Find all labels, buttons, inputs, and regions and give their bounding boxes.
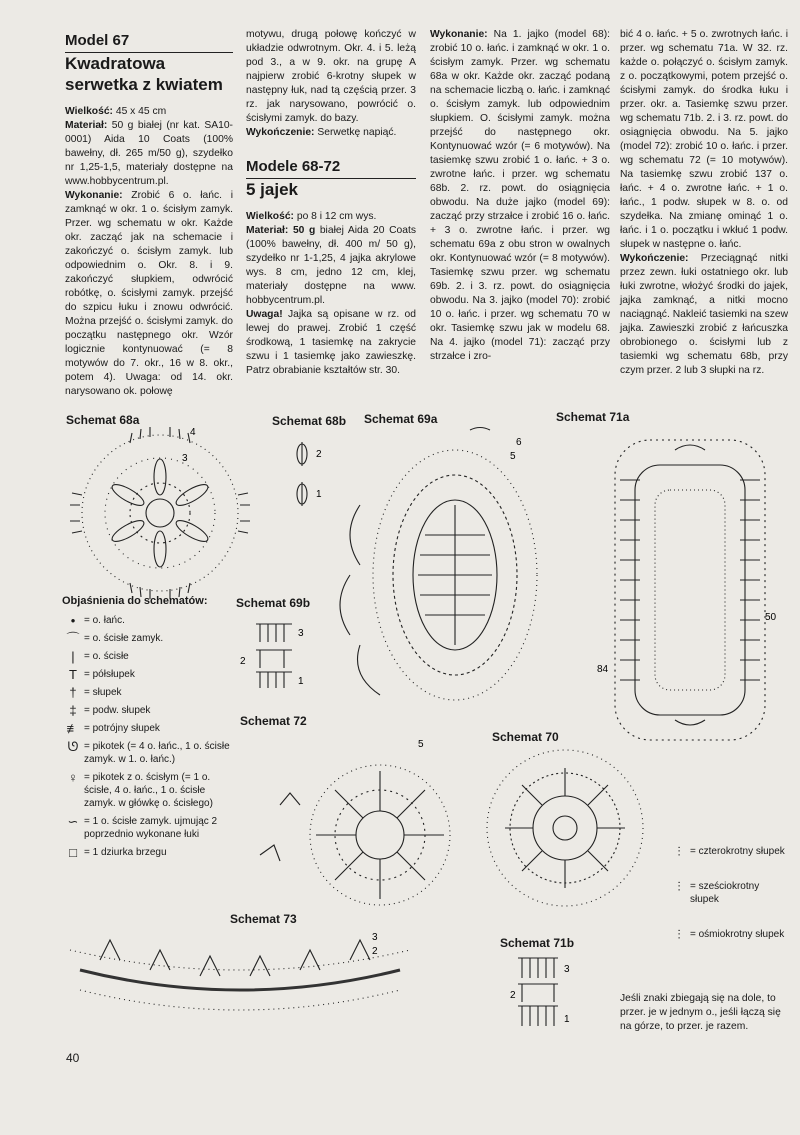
schemat-68b-num-1: 1	[316, 489, 322, 500]
model-67-continued-column	[246, 28, 416, 378]
legend-item: T = półsłupek	[62, 668, 237, 681]
schemat-69a-diagram	[320, 425, 560, 725]
schemat-71a-label: Schemat 71a	[556, 410, 630, 424]
schemat-69b-diagram	[238, 620, 318, 690]
legend-item: • = o. łańc.	[62, 614, 237, 627]
schemat-73-diagram	[60, 920, 420, 1030]
legend-item: ‡ = podw. słupek	[62, 704, 237, 717]
schemat-71b-num-1: 1	[564, 1014, 570, 1025]
legend-item: □ = 1 dziurka brzegu	[62, 846, 237, 859]
legend	[62, 595, 237, 864]
schemat-73-num-3: 3	[372, 932, 378, 943]
legend-item: ᘎ = pikotek (= 4 o. łańc., 1 o. ścisłe zamyk. w 1. o. łańc.)	[62, 740, 237, 766]
schemat-72-num-5: 5	[418, 739, 424, 750]
picot-sc-icon: ♀	[68, 770, 78, 785]
schemat-73-num-2: 2	[372, 946, 378, 957]
schemat-68b-label: Schemat 68b	[272, 414, 347, 428]
legend-right-item: ⫶ = ośmiokrotny słupek	[668, 928, 788, 941]
single-crochet-icon: |	[71, 649, 75, 664]
schemat-70-label: Schemat 70	[492, 730, 559, 744]
schemat-71a-num-84: 84	[597, 664, 609, 675]
legend-right-item: ⫶ = sześciokrotny słupek	[668, 880, 788, 906]
legend-item: ≢ = potrójny słupek	[62, 722, 237, 735]
chain-dot-icon: •	[70, 613, 76, 628]
model-67-material: Materiał: 50 g białej (nr kat. SA10-0001) Aida 10 Coats (100% bawełny, dł. 265 m/50 g), szydełko nr 1,25-1,5, materiały dostępne na www.hobbycentrum.pl.	[65, 120, 233, 187]
schemat-71a-num-50: 50	[765, 612, 777, 623]
legend-item: † = słupek	[62, 686, 237, 699]
page-number: 40	[66, 1051, 80, 1065]
schemat-68a-num-4: 4	[190, 427, 196, 438]
edge-square-icon: □	[69, 845, 77, 860]
schemat-71a-diagram	[595, 420, 785, 740]
schemat-71b-num-3: 3	[564, 964, 570, 975]
double-crochet-icon: †	[69, 685, 77, 700]
model-67-work: Wykonanie: Zrobić 6 o. łańc. i zamknąć w okr. 1 o. ścisłym zamyk. Przer. wg schematu w okr. Każde okr. zacząć jak na schemacie i zakończyć o. ścisłym zamyk. lub odpowiednim o. Okr. 8. i 9. zakończyć słupkiem, odwrócić robótkę, o. ścisłymi zamyk. przejść do szpicu łuku i znowu odwrócić. Można przejść o. ścisłymi zamyk. do początku następnego okr. Wzór logicznie kontynuować (= 8 motywów do 7. okr., 16 w 8. okr., potem 4). Uwaga: od 14. okr. narysowano ok. połowę	[65, 190, 233, 397]
schemat-69b-num-2: 2	[240, 656, 246, 667]
schemat-73-label: Schemat 73	[230, 912, 297, 926]
model-68-note: Uwaga! Jajka są opisane w rz. od lewej do prawej. Zrobić 1 część środkową, 1 tasiemkę na zakrycie szwu i 1 tasiemkę jako zawieszkę. Patrz obrabianie kształtów str. 30.	[246, 309, 416, 376]
model-68-subtitle: 5 jajek	[246, 180, 298, 199]
model-68-material: Materiał: 50 g białej Aida 20 Coats (100% bawełny, dł. 400 m/ 50 g), szydełko nr 1-1,25, 4 jajka akrylowe wys. 8 cm, jedno 12 cm, klej, materiały dostępne na www. hobbycentrum.pl.	[246, 225, 416, 306]
model-67-subtitle: Kwadratowa serwetka z kwiatem	[65, 54, 223, 94]
schemat-69a-num-5: 5	[510, 451, 516, 462]
legend-right-item: ⫶ = czterokrotny słupek	[668, 845, 788, 858]
treble-crochet-icon: ‡	[69, 703, 77, 718]
legend-item: | = o. ścisłe	[62, 650, 237, 663]
schemat-70-diagram	[480, 740, 650, 915]
triple-treble-icon: ≢	[66, 721, 80, 736]
legend-item: ♀ = pikotek z o. ścisłym (= 1 o. ścisłe, 4 o. łańc., 1 o. ścisłe zamyk. w główkę o. ścisłego)	[62, 771, 237, 810]
schemat-68a-label: Schemat 68a	[66, 413, 140, 427]
model-67-finish: Wykończenie: Serwetkę napiąć.	[246, 127, 397, 138]
legend-item: ⌒ = o. ścisłe zamyk.	[62, 632, 237, 645]
schemat-71b-diagram	[510, 952, 580, 1032]
schemat-68a-diagram	[70, 425, 250, 595]
model-68-finish: Wykończenie: Przeciągnąć nitki przez zewn. łuki ostatniego okr. lub łuki zwrotne, włożyć środki do jajek, jajka zamknąć, a nitki mocno naciągnąć. Nakleić tasiemki na szew jajka. Zawieszki zrobić z łańcuszka obrobionego o. ścisłymi lub z tasiemki wg schematu 68b, przy czym przer. 2 lub 3 słupki na rz.	[620, 253, 788, 376]
schemat-71b-label: Schemat 71b	[500, 936, 575, 950]
legend-right	[668, 845, 788, 963]
schemat-69b-num-3: 3	[298, 628, 304, 639]
model-68-work-column	[430, 28, 610, 364]
schemat-72-diagram	[260, 725, 460, 915]
schemat-69b-label: Schemat 69b	[236, 596, 311, 610]
six-treble-icon: ⫶	[677, 879, 681, 894]
join-icon: ∽	[67, 814, 79, 829]
model-67-work-continued: motywu, drugą połowę kończyć w układzie odwrotnym. Okr. 4. i 5. leżą pod 3., a w 9. okr. na grupę A najpierw zrobić 6-krotny słupek w następny łuk, nad tą częścią przer. 3 rz. jak narysowano, powrócić o. ścisłymi zamyk. do bazy.	[246, 29, 416, 124]
model-67-title: Model 67	[65, 32, 233, 53]
quad-treble-icon: ⫶	[677, 844, 681, 859]
model-68-title: Modele 68-72	[246, 158, 416, 179]
model-68-work: Wykonanie: Na 1. jajko (model 68): zrobić 10 o. łańc. i zamknąć w okr. 1 o. ścisłym zamyk. Przer. wg schematu 68a w okr. Każde okr. zacząć podaną na schemacie liczbą o. łańc. i zamknąć o. ścisłym zamyk. lub odpowiednim słupkiem. O. ścisłymi zamyk. można przejść do następnego okr. Kontynuować wzór (= 6 motywów). Na tasiemkę szwu zrobić 1 o. łańc. + 3 o. zwrotne łańc. i przer. wg schematu 68b. 2. rz. powt. do osiągnięcia obwodu. Na duże jajko (model 69): zacząć przy strzałce i zrobić 16 o. łańc. + 3 o. zwrotne łańc. i przer. wg schematu 69a z obu stron w owalnych okr. Kontynuować wzór (= 8 motywów). Tasiemkę szwu przer. wg schematu 69b. 2. i 3. rz. powt. do osiągnięcia obwodu. Na 3. jajko (model 70): zrobić 10 o. łańc. i przer. wg schematu 70 w okr. Tasiemkę szwu jak w modelu 68. Na 4. jajko (model 71): zacząć przy strzałce i zro-	[430, 29, 610, 362]
schemat-69a-label: Schemat 69a	[364, 412, 438, 426]
legend-title: Objaśnienia do schematów:	[62, 595, 208, 607]
model-67-size: Wielkość: 45 x 45 cm	[65, 106, 167, 117]
slip-stitch-icon: ⌒	[66, 631, 80, 646]
model-68-size: Wielkość: po 8 i 12 cm wys.	[246, 211, 377, 222]
symbol-note: Jeśli znaki zbiegają się na dole, to przer. je w jednym o., jeśli łączą się na górze, to przer. je razem.	[620, 993, 781, 1032]
model-67-column	[65, 28, 233, 399]
model-68-work-continued-column	[620, 28, 788, 378]
legend-item: ∽ = 1 o. ścisłe zamyk. ujmując 2 poprzednio wykonane łuki	[62, 815, 237, 841]
schemat-68a-num-3: 3	[182, 453, 188, 464]
schemat-69b-num-1: 1	[298, 676, 304, 687]
schemat-68b-num-2: 2	[316, 449, 322, 460]
picot-icon: ᘎ	[67, 739, 79, 754]
schemat-72-label: Schemat 72	[240, 714, 307, 728]
model-68-work-continued: bić 4 o. łańc. + 5 o. zwrotnych łańc. i przer. wg schematu 71a. W 32. rz. każde o. połączyć o. ścisłym zamyk. z o. początkowymi, potem przejść o. ścisłymi zamyk. do środka łuku i przer. okr. a. Tasiemkę szwu przer. wg schematu 71b. 2. i 3. rz. powt. do osiągnięcia obwodu. Na 5. jajko (model 72): zrobić 10 o. łańc. i przer. wg schematu 72 (= 10 motywów). Na tasiemkę szwu zrobić 137 o. łańc. + 4 o. zwrotne łańc. + 1 o. łańc., 1 podw. słupek w 8. o. od szydełka. Na zmianę ominąć 1 o. łańc. i 1 o. początku i wkłuć 1 podw. słupek w następne o. łańc.	[620, 29, 788, 250]
schemat-69a-num-6: 6	[516, 437, 522, 448]
eight-treble-icon: ⫶	[677, 927, 681, 942]
schemat-71b-num-2: 2	[510, 990, 516, 1001]
half-double-icon: T	[69, 667, 77, 682]
